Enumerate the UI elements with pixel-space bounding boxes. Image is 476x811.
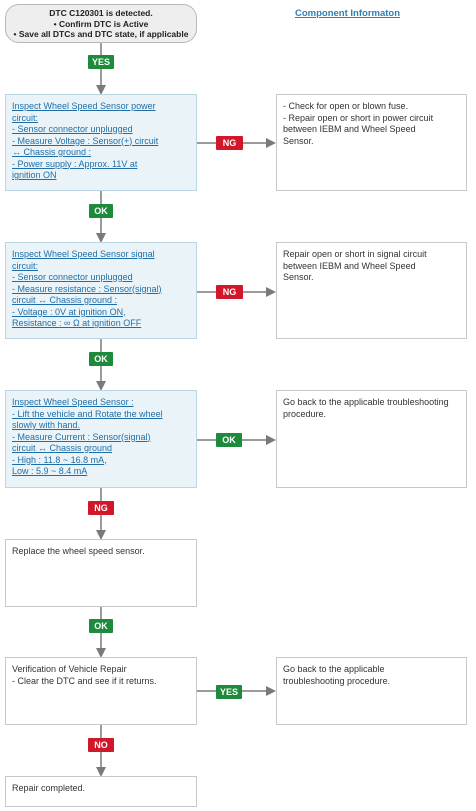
- step-text[interactable]: - Sensor connector unplugged: [12, 272, 133, 282]
- step-text: Repair completed.: [12, 783, 86, 793]
- step-text[interactable]: - Sensor connector unplugged: [12, 124, 133, 134]
- step-text: Replace the wheel speed sensor.: [12, 546, 145, 556]
- start-line: • Confirm DTC is Active: [53, 18, 149, 29]
- step-text[interactable]: - High : 11.8 ~ 16.8 mA,: [12, 454, 107, 465]
- step-verify-repair: [5, 657, 197, 725]
- result-text: Sensor.: [283, 272, 314, 282]
- step-text[interactable]: Inspect Wheel Speed Sensor signal: [12, 249, 155, 259]
- step-text[interactable]: ignition ON: [12, 170, 57, 180]
- step-repair-completed: [5, 776, 197, 807]
- step-text[interactable]: Resistance : ∞ Ω at ignition OFF: [12, 318, 142, 328]
- start-line: • Save all DTCs and DTC state, if applicable: [13, 29, 189, 39]
- step-text[interactable]: - Power supply : Approx. 11V at: [12, 158, 138, 169]
- result-text: procedure.: [283, 408, 327, 419]
- result-go-back-troubleshooting: [276, 390, 467, 488]
- result-text: Sensor.: [283, 135, 314, 146]
- step-text[interactable]: circuit ↔ Chassis ground :: [12, 295, 118, 305]
- badge-ng: NG: [216, 285, 243, 299]
- component-information-link[interactable]: Component Informaton: [295, 8, 401, 19]
- badge-ok: OK: [89, 352, 113, 366]
- badge-no: NO: [88, 738, 114, 752]
- step-text[interactable]: Low : 5.9 ~ 8.4 mA: [12, 466, 88, 476]
- step-text[interactable]: circuit:: [12, 112, 39, 123]
- badge-ng: NG: [216, 136, 243, 150]
- result-go-back-procedure: [276, 657, 467, 725]
- step-text: Verification of Vehicle Repair: [12, 664, 127, 674]
- step-text: - Clear the DTC and see if it returns.: [12, 675, 157, 686]
- step-text[interactable]: slowly with hand.: [12, 420, 81, 430]
- step-replace-sensor: [5, 539, 197, 607]
- step-text[interactable]: ↔ Chassis ground :: [12, 147, 92, 157]
- step-text[interactable]: Inspect Wheel Speed Sensor power: [12, 101, 156, 111]
- start-line: DTC C120301 is detected.: [49, 8, 153, 18]
- result-fuse-power-repair: [276, 94, 467, 191]
- result-text: - Repair open or short in power circuit: [283, 112, 434, 123]
- result-text: - Check for open or blown fuse.: [283, 101, 409, 111]
- step-text[interactable]: - Measure resistance : Sensor(signal): [12, 283, 162, 294]
- step-inspect-sensor: [5, 390, 197, 488]
- badge-yes: YES: [88, 55, 114, 69]
- step-text[interactable]: circuit:: [12, 260, 39, 271]
- step-text[interactable]: - Measure Voltage : Sensor(+) circuit: [12, 135, 159, 146]
- step-text[interactable]: - Voltage : 0V at ignition ON,: [12, 306, 126, 317]
- step-inspect-signal-circuit: [5, 242, 197, 339]
- step-text[interactable]: - Lift the vehicle and Rotate the wheel: [12, 408, 163, 419]
- badge-ok: OK: [89, 204, 113, 218]
- result-text: troubleshooting procedure.: [283, 675, 391, 686]
- badge-ok: OK: [216, 433, 242, 447]
- badge-ok: OK: [89, 619, 113, 633]
- result-text: Repair open or short in signal circuit: [283, 249, 427, 259]
- result-text: Go back to the applicable troubleshooting: [283, 397, 449, 407]
- result-text: between IEBM and Wheel Speed: [283, 124, 416, 134]
- start-node: [5, 4, 197, 43]
- result-text: between IEBM and Wheel Speed: [283, 260, 416, 271]
- step-text[interactable]: - Measure Current : Sensor(signal): [12, 431, 151, 442]
- badge-yes: YES: [216, 685, 242, 699]
- step-inspect-power-circuit: [5, 94, 197, 191]
- result-signal-repair: [276, 242, 467, 339]
- result-text: Go back to the applicable: [283, 664, 385, 674]
- step-text[interactable]: Inspect Wheel Speed Sensor :: [12, 397, 134, 407]
- step-text[interactable]: circuit ↔ Chassis ground: [12, 443, 113, 453]
- badge-ng: NG: [88, 501, 114, 515]
